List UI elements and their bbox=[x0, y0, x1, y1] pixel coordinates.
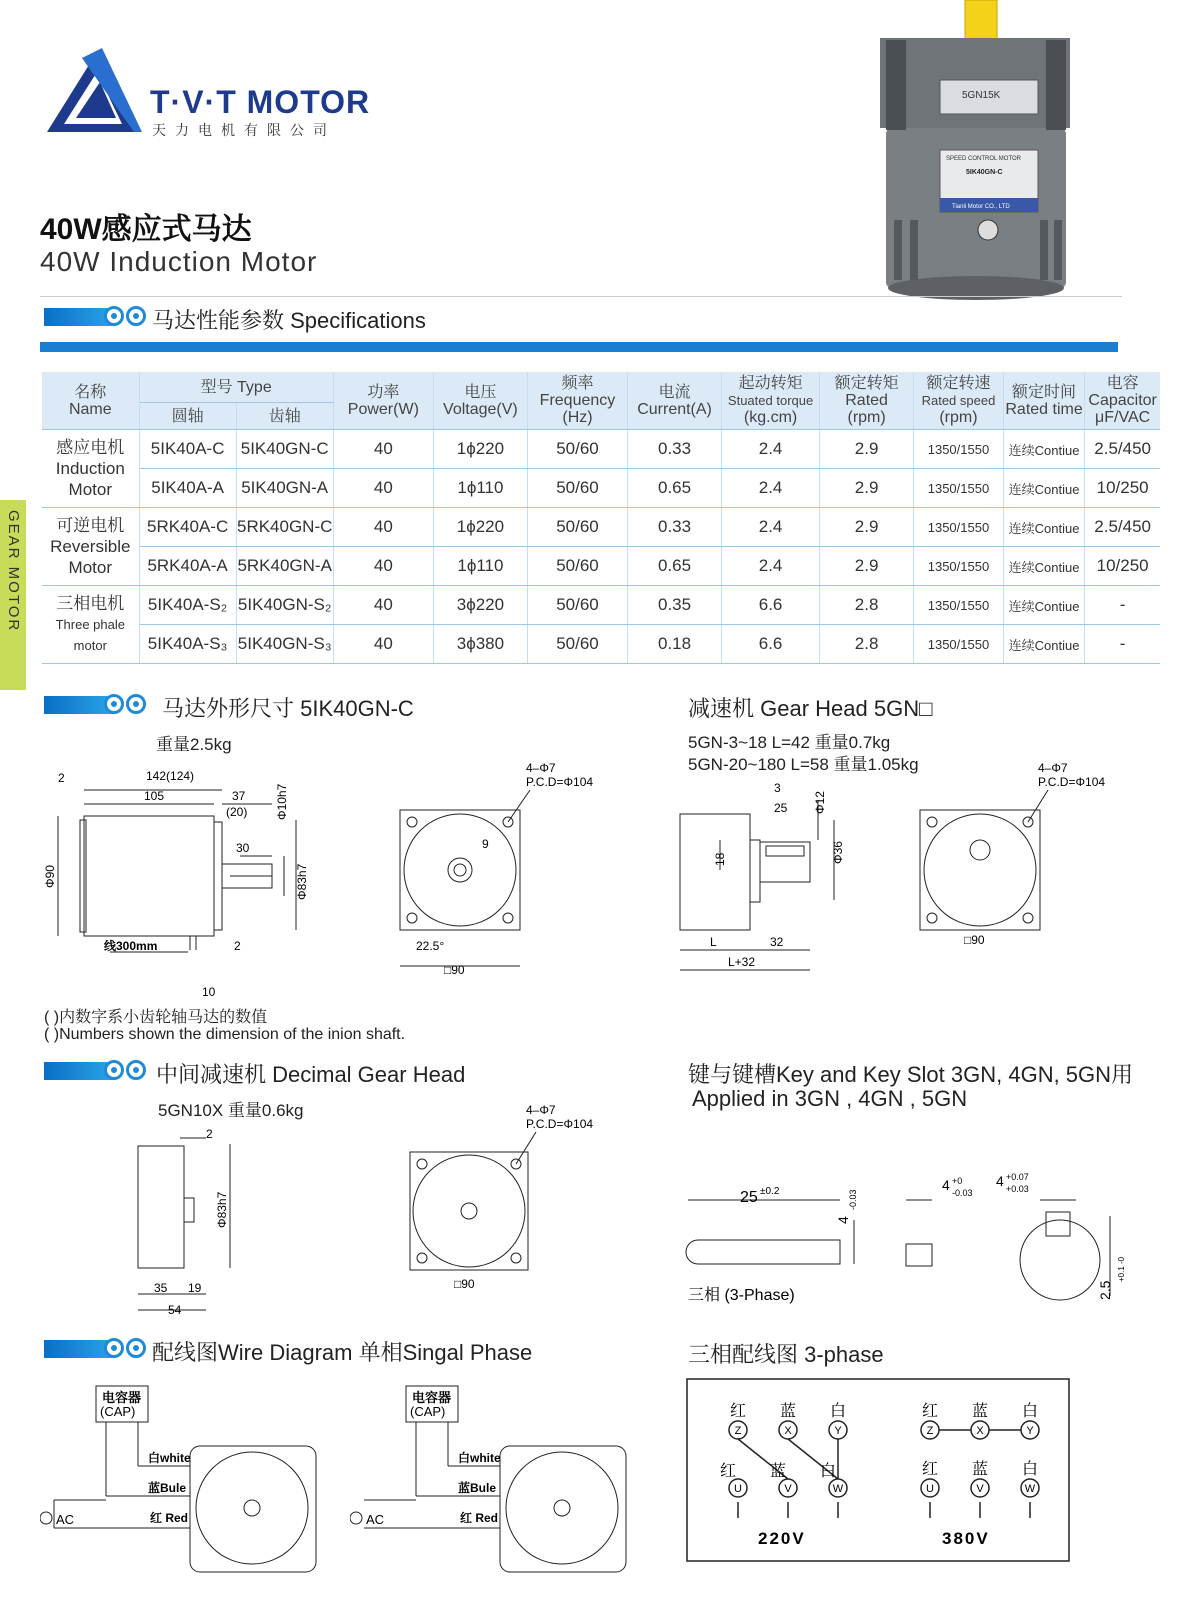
table-cell: 40 bbox=[333, 547, 433, 586]
dim-10h7: Φ10h7 bbox=[275, 783, 289, 820]
gearhead-line2: 5GN-20~180 L=58 重量1.05kg bbox=[688, 755, 919, 774]
table-cell: 50/60 bbox=[527, 430, 627, 469]
tp-w-1: W bbox=[832, 1483, 844, 1495]
th-voltage: 电压 Voltage(V) bbox=[433, 372, 527, 430]
key-4b: 4 bbox=[942, 1177, 950, 1193]
brand-name: T·V·T MOTOR bbox=[150, 84, 371, 120]
table-cell: 0.33 bbox=[628, 508, 722, 547]
th-frequency: 频率 Frequency (Hz) bbox=[527, 372, 627, 430]
key-heading: 键与键槽Key and Key Slot 3GN, 4GN, 5GN用 bbox=[688, 1062, 1134, 1087]
wire1-blue: 蓝Bule bbox=[148, 1481, 187, 1495]
dec-dim-35: 35 bbox=[154, 1281, 168, 1295]
table-cell: 10/250 bbox=[1085, 469, 1160, 508]
gh-dim-L32: L+32 bbox=[728, 955, 756, 969]
tp-y-1: Y bbox=[834, 1425, 842, 1437]
table-cell: 6.6 bbox=[722, 586, 820, 625]
gearhead-line1: 5GN-3~18 L=42 重量0.7kg bbox=[688, 733, 891, 752]
outline-front-drawing bbox=[390, 760, 620, 990]
table-cell: 2.4 bbox=[722, 547, 820, 586]
photo-plate-model: 5IK40GN-C bbox=[966, 169, 1003, 176]
table-cell: 连续Contiue bbox=[1003, 586, 1084, 625]
table-cell: 3ϕ220 bbox=[433, 586, 527, 625]
table-cell: 1350/1550 bbox=[914, 547, 1004, 586]
table-cell: 5RK40A-A bbox=[139, 547, 236, 586]
tp-top-color-6: 白 bbox=[1021, 1403, 1039, 1420]
tp-w-2: W bbox=[1024, 1483, 1036, 1495]
table-cell: 5IK40GN-A bbox=[236, 469, 333, 508]
gh-hole: 4–Φ7 bbox=[1038, 761, 1068, 775]
table-cell: 1350/1550 bbox=[914, 430, 1004, 469]
wire2-cap-en: (CAP) bbox=[410, 1404, 446, 1419]
table-cell: 5RK40GN-C bbox=[236, 508, 333, 547]
wire1-white: 白white bbox=[148, 1451, 191, 1465]
photo-plate-line1: SPEED CONTROL MOTOR bbox=[946, 156, 1022, 162]
table-cell: 2.5/450 bbox=[1085, 430, 1160, 469]
photo-maker: Tianli Motor CO., LTD bbox=[952, 204, 1010, 210]
dim-pcd: P.C.D=Φ104 bbox=[526, 775, 594, 789]
table-cell: 5IK40A-S₂ bbox=[139, 586, 236, 625]
specs-heading: 马达性能参数 Specifications bbox=[152, 308, 426, 333]
spec-table bbox=[42, 372, 1160, 664]
gh-dim-36: Φ36 bbox=[831, 841, 845, 864]
tp-bot-color-1: 红 bbox=[719, 1463, 737, 1480]
group-reversible: 可逆电机 Reversible Motor bbox=[42, 508, 139, 586]
table-cell: 5IK40A-C bbox=[139, 430, 236, 469]
table-row bbox=[42, 469, 1160, 508]
gh-sq90: □90 bbox=[964, 933, 985, 947]
table-cell: 0.33 bbox=[628, 430, 722, 469]
tp-x-2: X bbox=[976, 1425, 984, 1437]
decimal-front-drawing bbox=[396, 1100, 626, 1300]
dim-hole: 4–Φ7 bbox=[526, 761, 556, 775]
specs-blue-rule bbox=[40, 342, 1118, 352]
table-cell: 1ϕ220 bbox=[433, 508, 527, 547]
wire1-ac: AC bbox=[56, 1512, 75, 1527]
tp-v-2: V bbox=[976, 1483, 984, 1495]
key-25b: 2.5 bbox=[1097, 1280, 1113, 1300]
page-title-en: 40W Induction Motor bbox=[40, 246, 318, 277]
table-cell: 50/60 bbox=[527, 508, 627, 547]
table-cell: 连续Contiue bbox=[1003, 547, 1084, 586]
gh-dim-25: 25 bbox=[774, 801, 788, 815]
key-25-tol: ±0.2 bbox=[760, 1186, 780, 1197]
th-power: 功率 Power(W) bbox=[333, 372, 433, 430]
product-photo bbox=[880, 0, 1080, 300]
wire1-cap-en: (CAP) bbox=[100, 1404, 136, 1419]
key-25b-tol: +0.1 -0 bbox=[1117, 1256, 1126, 1282]
th-name: 名称 Name bbox=[42, 372, 139, 430]
table-cell: 5IK40A-A bbox=[139, 469, 236, 508]
tp-220v: 220V bbox=[758, 1529, 806, 1548]
dec-pcd: P.C.D=Φ104 bbox=[526, 1117, 594, 1131]
table-cell: 2.4 bbox=[722, 469, 820, 508]
table-cell: 1350/1550 bbox=[914, 469, 1004, 508]
tp-bot-color-2: 蓝 bbox=[769, 1463, 787, 1480]
dim-30: 30 bbox=[236, 841, 250, 855]
table-cell: 5IK40GN-S₃ bbox=[236, 625, 333, 664]
tp-z-2: Z bbox=[926, 1425, 934, 1437]
decimal-side-drawing bbox=[110, 1124, 270, 1324]
table-cell: 5IK40GN-C bbox=[236, 430, 333, 469]
dim-10: 10 bbox=[202, 985, 216, 999]
three-phase-diagram bbox=[686, 1378, 1076, 1564]
table-row bbox=[42, 430, 1160, 469]
table-cell: 5RK40A-C bbox=[139, 508, 236, 547]
outline-heading: 马达外形尺寸 5IK40GN-C bbox=[162, 696, 414, 721]
table-cell: 2.4 bbox=[722, 508, 820, 547]
table-cell: 2.5/450 bbox=[1085, 508, 1160, 547]
table-cell: 50/60 bbox=[527, 586, 627, 625]
th-rated-time: 额定时间 Rated time bbox=[1003, 372, 1084, 430]
table-cell: 50/60 bbox=[527, 469, 627, 508]
th-current: 电流 Current(A) bbox=[628, 372, 722, 430]
wire2-white: 白white bbox=[458, 1451, 501, 1465]
specs-section-marker bbox=[44, 306, 154, 328]
wire2-blue: 蓝Bule bbox=[458, 1481, 497, 1495]
gh-dim-L: L bbox=[710, 935, 717, 949]
tp-top-color-5: 蓝 bbox=[971, 1403, 989, 1420]
dim-37: 37 bbox=[232, 789, 246, 803]
table-row bbox=[42, 625, 1160, 664]
table-cell: 40 bbox=[333, 625, 433, 664]
dim-105: 105 bbox=[144, 789, 165, 803]
wire-heading: 配线图Wire Diagram 单相Singal Phase bbox=[152, 1340, 533, 1365]
table-cell: 1350/1550 bbox=[914, 625, 1004, 664]
dim-2b: 2 bbox=[234, 939, 241, 953]
wire-diagram-2 bbox=[350, 1380, 640, 1580]
outline-note-en: ( )Numbers shown the dimension of the inion shaft. bbox=[44, 1026, 406, 1043]
gh-dim-32: 32 bbox=[770, 935, 784, 949]
photo-label-model: 5GN15K bbox=[962, 90, 1001, 101]
outline-section-marker bbox=[44, 694, 154, 716]
th-capacitor: 电容 Capacitor μF/VAC bbox=[1085, 372, 1160, 430]
table-cell: 40 bbox=[333, 586, 433, 625]
key-4c-top: +0.07 bbox=[1006, 1172, 1029, 1182]
table-cell: 1ϕ110 bbox=[433, 547, 527, 586]
gh-dim-18: 18 bbox=[713, 852, 727, 866]
dec-dim-2: 2 bbox=[206, 1127, 213, 1141]
tp-bot-color-3: 白 bbox=[819, 1463, 837, 1480]
th-rated-torque: 额定转矩 Rated (rpm) bbox=[820, 372, 914, 430]
table-cell: 1350/1550 bbox=[914, 586, 1004, 625]
outline-weight: 重量2.5kg bbox=[156, 735, 232, 754]
key-4b-bot: -0.03 bbox=[952, 1188, 973, 1198]
table-cell: 0.65 bbox=[628, 547, 722, 586]
dim-sq90: □90 bbox=[444, 963, 465, 977]
dim-wire: 线300mm bbox=[104, 939, 158, 953]
tp-z-1: Z bbox=[734, 1425, 742, 1437]
th-type: 型号 Type bbox=[139, 372, 333, 403]
table-cell: 连续Contiue bbox=[1003, 508, 1084, 547]
table-cell: 40 bbox=[333, 508, 433, 547]
th-start-torque: 起动转矩 Stuated torque (kg.cm) bbox=[722, 372, 820, 430]
table-cell: 5RK40GN-A bbox=[236, 547, 333, 586]
table-cell: 连续Contiue bbox=[1003, 625, 1084, 664]
wire-diagram-1 bbox=[40, 1380, 330, 1580]
decimal-heading: 中间减速机 Decimal Gear Head bbox=[156, 1062, 466, 1087]
tp-y-2: Y bbox=[1026, 1425, 1034, 1437]
table-cell: - bbox=[1085, 586, 1160, 625]
group-three-phase: 三相电机 Three phale motor bbox=[42, 586, 139, 664]
tp-u-1: U bbox=[734, 1483, 742, 1495]
dim-9: 9 bbox=[482, 837, 489, 851]
table-cell: 2.8 bbox=[820, 586, 914, 625]
table-row bbox=[42, 508, 1160, 547]
table-cell: 连续Contiue bbox=[1003, 430, 1084, 469]
table-cell: 2.9 bbox=[820, 430, 914, 469]
table-cell: 1350/1550 bbox=[914, 508, 1004, 547]
gh-dim-3: 3 bbox=[774, 781, 781, 795]
key-4c: 4 bbox=[996, 1173, 1004, 1189]
dim-2: 2 bbox=[58, 771, 65, 785]
group-induction: 感应电机 Induction Motor bbox=[42, 430, 139, 508]
key-drawing bbox=[680, 1160, 1150, 1320]
gh-dim-12: Φ12 bbox=[813, 791, 827, 814]
dim-20: (20) bbox=[226, 805, 248, 819]
tp-x-1: X bbox=[784, 1425, 792, 1437]
table-cell: 连续Contiue bbox=[1003, 469, 1084, 508]
brand-subtitle: 天力电机有限公司 bbox=[152, 122, 336, 138]
tp-bot-color-6: 白 bbox=[1021, 1461, 1039, 1478]
dec-dim-19: 19 bbox=[188, 1281, 202, 1295]
table-cell: 2.9 bbox=[820, 469, 914, 508]
table-cell: 50/60 bbox=[527, 547, 627, 586]
tp-top-color-2: 蓝 bbox=[779, 1403, 797, 1420]
key-4c-bot: +0.03 bbox=[1006, 1184, 1029, 1194]
header-divider bbox=[40, 296, 1122, 297]
table-cell: 1ϕ220 bbox=[433, 430, 527, 469]
key-phase-label: 三相 (3-Phase) bbox=[688, 1287, 795, 1304]
side-tab-label: GEAR MOTOR bbox=[5, 510, 22, 633]
table-cell: 10/250 bbox=[1085, 547, 1160, 586]
wire1-cap-cn: 电容器 bbox=[102, 1390, 142, 1405]
key-25: 25 bbox=[740, 1189, 758, 1206]
th-gear-shaft: 齿轴 bbox=[236, 403, 333, 430]
th-rated-speed: 额定转速 Rated speed (rpm) bbox=[914, 372, 1004, 430]
wire2-cap-cn: 电容器 bbox=[412, 1390, 452, 1405]
table-cell: 50/60 bbox=[527, 625, 627, 664]
gearhead-heading: 减速机 Gear Head 5GN□ bbox=[688, 696, 933, 721]
gh-pcd: P.C.D=Φ104 bbox=[1038, 775, 1106, 789]
wire2-red: 红 Red bbox=[460, 1511, 499, 1525]
tp-u-2: U bbox=[926, 1483, 934, 1495]
table-cell: 2.9 bbox=[820, 547, 914, 586]
dec-dim-54: 54 bbox=[168, 1303, 182, 1317]
key-4: 4 bbox=[835, 1216, 851, 1224]
dim-225: 22.5° bbox=[416, 939, 445, 953]
table-cell: 40 bbox=[333, 430, 433, 469]
dim-90: Φ90 bbox=[43, 865, 57, 888]
gearhead-front-drawing bbox=[910, 760, 1130, 970]
table-row bbox=[42, 547, 1160, 586]
tp-bot-color-4: 红 bbox=[921, 1461, 939, 1478]
table-cell: 5IK40A-S₃ bbox=[139, 625, 236, 664]
wire2-ac: AC bbox=[366, 1512, 385, 1527]
table-cell: 2.9 bbox=[820, 508, 914, 547]
wire-section-marker bbox=[44, 1338, 154, 1360]
tp-380v: 380V bbox=[942, 1529, 990, 1548]
table-cell: 40 bbox=[333, 469, 433, 508]
tp-v-1: V bbox=[784, 1483, 792, 1495]
table-cell: - bbox=[1085, 625, 1160, 664]
decimal-section-marker bbox=[44, 1060, 154, 1082]
dec-dim-83h7: Φ83h7 bbox=[215, 1191, 229, 1228]
table-cell: 0.18 bbox=[628, 625, 722, 664]
tp-top-color-4: 红 bbox=[921, 1403, 939, 1420]
outline-side-drawing bbox=[40, 760, 340, 1000]
outline-note-cn: ( )内数字系小齿轮轴马达的数值 bbox=[44, 1009, 268, 1026]
table-cell: 2.8 bbox=[820, 625, 914, 664]
tp-top-color-1: 红 bbox=[729, 1403, 747, 1420]
table-cell: 6.6 bbox=[722, 625, 820, 664]
wire1-red: 红 Red bbox=[150, 1511, 189, 1525]
key-4b-top: +0 bbox=[952, 1176, 963, 1186]
dec-hole: 4–Φ7 bbox=[526, 1103, 556, 1117]
table-row bbox=[42, 586, 1160, 625]
table-cell: 2.4 bbox=[722, 430, 820, 469]
dec-sq90: □90 bbox=[454, 1277, 475, 1291]
tp-bot-color-5: 蓝 bbox=[971, 1461, 989, 1478]
gearhead-side-drawing bbox=[670, 780, 870, 980]
page-title-cn: 40W感应式马达 bbox=[40, 213, 252, 246]
th-round-shaft: 圆轴 bbox=[139, 403, 236, 430]
table-cell: 0.65 bbox=[628, 469, 722, 508]
three-phase-heading: 三相配线图 3-phase bbox=[688, 1342, 884, 1367]
table-cell: 1ϕ110 bbox=[433, 469, 527, 508]
table-cell: 5IK40GN-S₂ bbox=[236, 586, 333, 625]
key-subheading: Applied in 3GN , 4GN , 5GN bbox=[692, 1086, 968, 1111]
table-cell: 0.35 bbox=[628, 586, 722, 625]
table-cell: 3ϕ380 bbox=[433, 625, 527, 664]
dim-142: 142(124) bbox=[146, 769, 195, 783]
tp-top-color-3: 白 bbox=[829, 1403, 847, 1420]
key-4-tol: -0.03 bbox=[848, 1189, 858, 1210]
decimal-weight: 5GN10X 重量0.6kg bbox=[158, 1101, 304, 1120]
dim-83h7: Φ83h7 bbox=[295, 863, 309, 900]
